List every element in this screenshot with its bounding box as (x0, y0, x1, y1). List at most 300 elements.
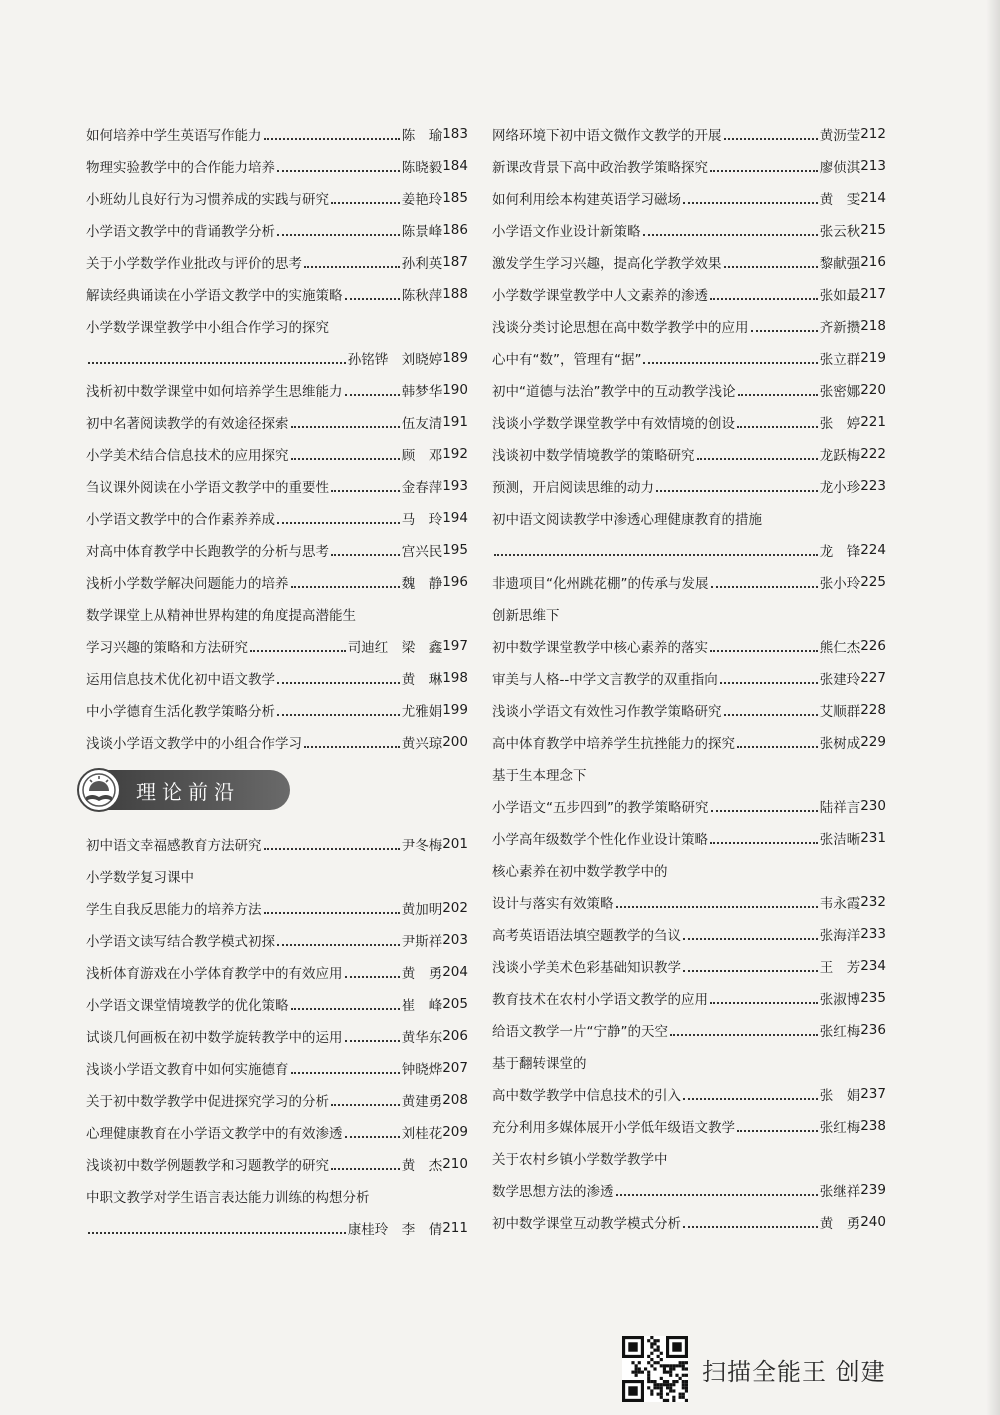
entry-title: 审美与人格--中学文言教学的双重指向 (492, 672, 718, 688)
watermark-text: 扫描全能王 创建 (702, 1357, 886, 1386)
dot-leader (710, 170, 818, 172)
entry-author: 张红梅 (819, 1024, 861, 1040)
entry-author: 崔 峰 (401, 998, 443, 1014)
toc-entry (492, 726, 886, 758)
entry-title: 关于小学数学作业批改与评价的思考 (86, 256, 302, 272)
toc-entry (492, 1014, 886, 1046)
entry-page-number: 187 (442, 254, 468, 270)
entry-page-number: 219 (860, 350, 886, 366)
entry-page-number: 197 (442, 638, 468, 654)
toc-entry (86, 630, 468, 662)
entry-title: 浅析体育游戏在小学体育教学中的有效应用 (86, 966, 343, 982)
dot-leader (710, 1002, 818, 1004)
entry-page-number: 230 (860, 798, 886, 814)
entry-page-number: 218 (860, 318, 886, 334)
entry-title: 核心素养在初中数学教学中的 (492, 864, 668, 880)
entry-title: 对高中体育教学中长跑教学的分析与思考 (86, 544, 329, 560)
entry-title: 预测，开启阅读思维的动力 (492, 480, 654, 496)
toc-left-column (86, 118, 468, 1244)
entry-page-number: 199 (442, 702, 468, 718)
dot-leader (345, 1136, 400, 1138)
entry-author: 伍友清 (401, 416, 443, 432)
entry-author: 张淑博 (819, 992, 861, 1008)
entry-page-number: 233 (860, 926, 886, 942)
dot-leader (656, 490, 818, 492)
toc-entry (86, 1212, 468, 1244)
entry-page-number: 192 (442, 446, 468, 462)
entry-title: 如何培养中学生英语写作能力 (86, 128, 262, 144)
entry-title: 高中体育教学中培养学生抗挫能力的探究 (492, 736, 735, 752)
entry-page-number: 201 (442, 836, 468, 852)
entry-title: 小学高年级数学个性化作业设计策略 (492, 832, 708, 848)
toc-entry (492, 662, 886, 694)
toc-entry (492, 1142, 886, 1174)
dot-leader (751, 330, 818, 332)
toc-entry (86, 182, 468, 214)
entry-page-number: 212 (860, 126, 886, 142)
dot-leader (304, 266, 400, 268)
section-title: 理论前沿 (136, 779, 240, 804)
dot-leader (331, 1104, 400, 1106)
entry-author: 王 芳 (819, 960, 861, 976)
entry-page-number: 208 (442, 1092, 468, 1108)
entry-page-number: 186 (442, 222, 468, 238)
toc-entry (86, 988, 468, 1020)
entry-page-number: 184 (442, 158, 468, 174)
entry-title: 初中数学课堂教学中核心素养的落实 (492, 640, 708, 656)
toc-entry (492, 278, 886, 310)
entry-title: 激发学生学习兴趣，提高化学教学效果 (492, 256, 722, 272)
dot-leader (494, 554, 818, 556)
dot-leader (291, 1008, 400, 1010)
entry-page-number: 228 (860, 702, 886, 718)
toc-entry (492, 886, 886, 918)
entry-page-number: 215 (860, 222, 886, 238)
entry-author: 陈 瑜 (401, 128, 443, 144)
toc-entry (492, 310, 886, 342)
entry-author: 张红梅 (819, 1120, 861, 1136)
entry-title: 如何利用绘本构建英语学习磁场 (492, 192, 681, 208)
entry-title: 学习兴趣的策略和方法研究 (86, 640, 248, 656)
entry-title: 基于翻转课堂的 (492, 1056, 587, 1072)
toc-entry (86, 438, 468, 470)
dot-leader (710, 842, 818, 844)
entry-title: 初中“道德与法治”教学中的互动教学浅论 (492, 384, 736, 400)
entry-author: 黄 勇 (819, 1216, 861, 1232)
entry-page-number: 202 (442, 900, 468, 916)
entry-title: 解读经典诵读在小学语文教学中的实施策略 (86, 288, 343, 304)
entry-title: 浅谈小学语文教学中的小组合作学习 (86, 736, 302, 752)
dot-leader (345, 1040, 400, 1042)
entry-title: 创新思维下 (492, 608, 560, 624)
toc-entry (86, 310, 468, 342)
entry-author: 张密娜 (819, 384, 861, 400)
entry-title: 小学语文“五步四到”的教学策略研究 (492, 800, 709, 816)
dot-leader (720, 682, 818, 684)
entry-author: 马 玲 (401, 512, 443, 528)
toc-entry (86, 892, 468, 924)
toc-entry (86, 534, 468, 566)
dot-leader (291, 458, 400, 460)
entry-title: 初中数学课堂互动教学模式分析 (492, 1216, 681, 1232)
dot-leader (331, 554, 400, 556)
entry-title: 中职文教学对学生语言表达能力训练的构想分析 (86, 1190, 370, 1206)
entry-author: 孙利英 (401, 256, 443, 272)
section-banner (86, 758, 468, 828)
entry-page-number: 196 (442, 574, 468, 590)
entry-title: 小学语文作业设计新策略 (492, 224, 641, 240)
toc-entry (492, 1078, 886, 1110)
entry-author: 姜艳玲 (401, 192, 443, 208)
entry-author: 龙小珍 (819, 480, 861, 496)
dot-leader (345, 394, 400, 396)
entry-page-number: 195 (442, 542, 468, 558)
sunrise-book-icon (76, 767, 122, 813)
entry-author: 尤雅娟 (401, 704, 443, 720)
dot-leader (683, 202, 818, 204)
entry-author: 魏 静 (401, 576, 443, 592)
toc-list (492, 118, 886, 1238)
entry-page-number: 210 (442, 1156, 468, 1172)
entry-author: 康桂玲 李 倩 (347, 1222, 443, 1238)
entry-title: 浅析初中数学课堂中如何培养学生思维能力 (86, 384, 343, 400)
entry-page-number: 231 (860, 830, 886, 846)
dot-leader (711, 586, 818, 588)
dot-leader (710, 650, 818, 652)
dot-leader (291, 1072, 400, 1074)
dot-leader (264, 138, 400, 140)
entry-page-number: 229 (860, 734, 886, 750)
dot-leader (277, 682, 400, 684)
toc-entry (86, 662, 468, 694)
toc-entry (86, 406, 468, 438)
entry-author: 陆祥言 (819, 800, 861, 816)
dot-leader (683, 970, 818, 972)
entry-page-number: 213 (860, 158, 886, 174)
toc-entry (86, 502, 468, 534)
entry-author: 艾顺群 (819, 704, 861, 720)
dot-leader (724, 714, 818, 716)
entry-page-number: 221 (860, 414, 886, 430)
entry-title: 初中语文阅读教学中渗透心理健康教育的措施 (492, 512, 762, 528)
entry-author: 顾 邓 (401, 448, 443, 464)
toc-entry (86, 278, 468, 310)
toc-entry (86, 1052, 468, 1084)
entry-author: 宫兴民 (401, 544, 443, 560)
entry-title: 浅谈初中数学例题教学和习题教学的研究 (86, 1158, 329, 1174)
entry-author: 韩梦华 (401, 384, 443, 400)
entry-page-number: 240 (860, 1214, 886, 1230)
entry-page-number: 222 (860, 446, 886, 462)
toc-entry (492, 214, 886, 246)
dot-leader (683, 938, 818, 940)
dot-leader (643, 362, 817, 364)
entry-title: 设计与落实有效策略 (492, 896, 614, 912)
entry-author: 熊仁杰 (819, 640, 861, 656)
toc-entry (492, 374, 886, 406)
entry-author: 司迪红 梁 鑫 (347, 640, 443, 656)
dot-leader (291, 586, 400, 588)
entry-title: 小学数学课堂教学中小组合作学习的探究 (86, 320, 329, 336)
dot-leader (331, 1168, 400, 1170)
toc-entry (86, 342, 468, 374)
entry-author: 黄 雯 (819, 192, 861, 208)
dot-leader (277, 522, 400, 524)
toc-entry (492, 534, 886, 566)
entry-page-number: 211 (442, 1220, 468, 1236)
entry-title: 浅谈初中数学情境教学的策略研究 (492, 448, 695, 464)
entry-title: 关于农村乡镇小学数学教学中 (492, 1152, 668, 1168)
dot-leader (331, 490, 400, 492)
toc-entry (492, 854, 886, 886)
entry-title: 关于初中数学教学中促进探究学习的分析 (86, 1094, 329, 1110)
entry-page-number: 204 (442, 964, 468, 980)
entry-title: 教育技术在农村小学语文教学的应用 (492, 992, 708, 1008)
entry-title: 心理健康教育在小学语文教学中的有效渗透 (86, 1126, 343, 1142)
dot-leader (250, 650, 346, 652)
dot-leader (737, 746, 818, 748)
entry-author: 陈景峰 (401, 224, 443, 240)
entry-title: 数学思想方法的渗透 (492, 1184, 614, 1200)
toc-entry (492, 182, 886, 214)
entry-page-number: 220 (860, 382, 886, 398)
toc-entry (492, 438, 886, 470)
dot-leader (737, 426, 818, 428)
toc-entry (492, 822, 886, 854)
entry-author: 尹冬梅 (401, 838, 443, 854)
toc-entry (492, 694, 886, 726)
toc-entry (492, 1046, 886, 1078)
entry-page-number: 189 (442, 350, 468, 366)
entry-page-number: 209 (442, 1124, 468, 1140)
entry-title: 小学语文教学中的背诵教学分析 (86, 224, 275, 240)
dot-leader (683, 1226, 818, 1228)
entry-page-number: 205 (442, 996, 468, 1012)
toc-list (86, 828, 468, 1244)
dot-leader (670, 1034, 818, 1036)
entry-author: 黄兴琼 (401, 736, 443, 752)
toc-entry (86, 1148, 468, 1180)
toc-entry (492, 566, 886, 598)
toc-entry (86, 828, 468, 860)
toc-entry (492, 918, 886, 950)
dot-leader (277, 170, 400, 172)
toc-list (86, 118, 468, 758)
entry-title: 小班幼儿良好行为习惯养成的实践与研究 (86, 192, 329, 208)
entry-author: 黄华东 (401, 1030, 443, 1046)
entry-page-number: 232 (860, 894, 886, 910)
toc-entry (492, 150, 886, 182)
dot-leader (331, 202, 400, 204)
toc-entry (86, 374, 468, 406)
entry-title: 刍议课外阅读在小学语文教学中的重要性 (86, 480, 329, 496)
entry-author: 张 娟 (819, 1088, 861, 1104)
entry-title: 浅谈小学数学课堂教学中有效情境的创设 (492, 416, 735, 432)
entry-title: 非遗项目“化州跳花棚”的传承与发展 (492, 576, 709, 592)
toc-entry (86, 1180, 468, 1212)
dot-leader (616, 906, 818, 908)
dot-leader (291, 426, 400, 428)
entry-author: 张立群 (819, 352, 861, 368)
toc-entry (86, 694, 468, 726)
entry-author: 黄加明 (401, 902, 443, 918)
entry-page-number: 206 (442, 1028, 468, 1044)
qr-code-icon (622, 1336, 688, 1402)
entry-author: 韦永霞 (819, 896, 861, 912)
toc-entry (86, 1020, 468, 1052)
dot-leader (616, 1194, 818, 1196)
entry-title: 浅谈小学语文有效性习作教学策略研究 (492, 704, 722, 720)
dot-leader (88, 362, 346, 364)
entry-page-number: 217 (860, 286, 886, 302)
toc-entry (492, 470, 886, 502)
entry-author: 张海洋 (819, 928, 861, 944)
toc-entry (492, 950, 886, 982)
entry-author: 陈晓毅 (401, 160, 443, 176)
entry-page-number: 203 (442, 932, 468, 948)
entry-author: 龙 锋 (819, 544, 861, 560)
entry-author: 尹斯祥 (401, 934, 443, 950)
scanner-watermark (622, 1334, 886, 1404)
entry-title: 浅谈分类讨论思想在高中数学教学中的应用 (492, 320, 749, 336)
entry-author: 黎献强 (819, 256, 861, 272)
entry-title: 初中语文幸福感教育方法研究 (86, 838, 262, 854)
entry-title: 浅谈小学美术色彩基础知识教学 (492, 960, 681, 976)
toc-entry (86, 214, 468, 246)
entry-page-number: 183 (442, 126, 468, 142)
entry-page-number: 216 (860, 254, 886, 270)
entry-title: 初中名著阅读教学的有效途径探索 (86, 416, 289, 432)
dot-leader (643, 234, 818, 236)
page-edge-shadow (986, 0, 1000, 1415)
entry-author: 黄建勇 (401, 1094, 443, 1110)
toc-entry (86, 598, 468, 630)
entry-author: 张云秋 (819, 224, 861, 240)
entry-page-number: 214 (860, 190, 886, 206)
entry-title: 小学语文读写结合教学模式初探 (86, 934, 275, 950)
toc-entry (492, 1110, 886, 1142)
entry-page-number: 227 (860, 670, 886, 686)
entry-title: 小学数学复习课中 (86, 870, 194, 886)
toc-entry (86, 566, 468, 598)
dot-leader (277, 944, 400, 946)
toc-entry (86, 118, 468, 150)
dot-leader (724, 266, 818, 268)
entry-author: 金春萍 (401, 480, 443, 496)
toc-entry (86, 956, 468, 988)
dot-leader (710, 298, 818, 300)
entry-title: 中小学德育生活化教学策略分析 (86, 704, 275, 720)
toc-entry (86, 860, 468, 892)
entry-title: 新课改背景下高中政治教学策略探究 (492, 160, 708, 176)
entry-title: 充分利用多媒体展开小学低年级语文教学 (492, 1120, 735, 1136)
entry-page-number: 193 (442, 478, 468, 494)
dot-leader (264, 848, 400, 850)
entry-author: 张树成 (819, 736, 861, 752)
entry-page-number: 188 (442, 286, 468, 302)
dot-leader (277, 714, 400, 716)
entry-page-number: 236 (860, 1022, 886, 1038)
entry-author: 孙铭铧 刘晓婷 (347, 352, 443, 368)
toc-entry (86, 726, 468, 758)
entry-title: 给语文教学一片“宁静”的天空 (492, 1024, 668, 1040)
entry-author: 钟晓烨 (401, 1062, 443, 1078)
entry-author: 张如最 (819, 288, 861, 304)
toc-entry (86, 924, 468, 956)
toc-entry (492, 118, 886, 150)
toc-entry (86, 150, 468, 182)
toc-entry (492, 790, 886, 822)
entry-author: 陈秋萍 (401, 288, 443, 304)
entry-page-number: 239 (860, 1182, 886, 1198)
dot-leader (345, 976, 400, 978)
entry-title: 基于生本理念下 (492, 768, 587, 784)
entry-page-number: 223 (860, 478, 886, 494)
dot-leader (345, 298, 400, 300)
entry-title: 高考英语语法填空题教学的刍议 (492, 928, 681, 944)
toc-entry (492, 1174, 886, 1206)
entry-author: 张小玲 (819, 576, 861, 592)
entry-page-number: 238 (860, 1118, 886, 1134)
entry-author: 张 婷 (819, 416, 861, 432)
entry-author: 刘桂花 (401, 1126, 443, 1142)
dot-leader (738, 394, 818, 396)
entry-title: 小学语文课堂情境教学的优化策略 (86, 998, 289, 1014)
toc-entry (492, 246, 886, 278)
entry-page-number: 198 (442, 670, 468, 686)
toc-entry (86, 1084, 468, 1116)
dot-leader (304, 746, 400, 748)
entry-page-number: 224 (860, 542, 886, 558)
entry-title: 试谈几何画板在初中数学旋转教学中的运用 (86, 1030, 343, 1046)
entry-title: 浅谈小学语文教育中如何实施德育 (86, 1062, 289, 1078)
toc-entry (492, 502, 886, 534)
entry-author: 张建玲 (819, 672, 861, 688)
entry-title: 小学数学课堂教学中人文素养的渗透 (492, 288, 708, 304)
entry-author: 张洁晰 (819, 832, 861, 848)
toc-entry (86, 1116, 468, 1148)
toc-entry (492, 406, 886, 438)
entry-title: 运用信息技术优化初中语文教学 (86, 672, 275, 688)
dot-leader (277, 234, 400, 236)
entry-title: 物理实验教学中的合作能力培养 (86, 160, 275, 176)
entry-title: 网络环境下初中语文微作文教学的开展 (492, 128, 722, 144)
dot-leader (724, 138, 818, 140)
entry-page-number: 234 (860, 958, 886, 974)
entry-author: 齐新攒 (819, 320, 861, 336)
entry-page-number: 235 (860, 990, 886, 1006)
entry-page-number: 237 (860, 1086, 886, 1102)
toc-entry (492, 630, 886, 662)
entry-page-number: 207 (442, 1060, 468, 1076)
toc-entry (492, 758, 886, 790)
entry-page-number: 190 (442, 382, 468, 398)
dot-leader (697, 458, 818, 460)
entry-title: 小学语文教学中的合作素养养成 (86, 512, 275, 528)
dot-leader (264, 912, 400, 914)
entry-page-number: 185 (442, 190, 468, 206)
entry-title: 数学课堂上从精神世界构建的角度提高潜能生 (86, 608, 356, 624)
entry-author: 廖侦淇 (819, 160, 861, 176)
entry-title: 心中有“数”，管理有“据” (492, 352, 642, 368)
toc-entry (492, 1206, 886, 1238)
toc-entry (86, 470, 468, 502)
entry-page-number: 200 (442, 734, 468, 750)
entry-author: 黄 勇 (401, 966, 443, 982)
dot-leader (711, 810, 818, 812)
entry-page-number: 194 (442, 510, 468, 526)
toc-entry (86, 246, 468, 278)
